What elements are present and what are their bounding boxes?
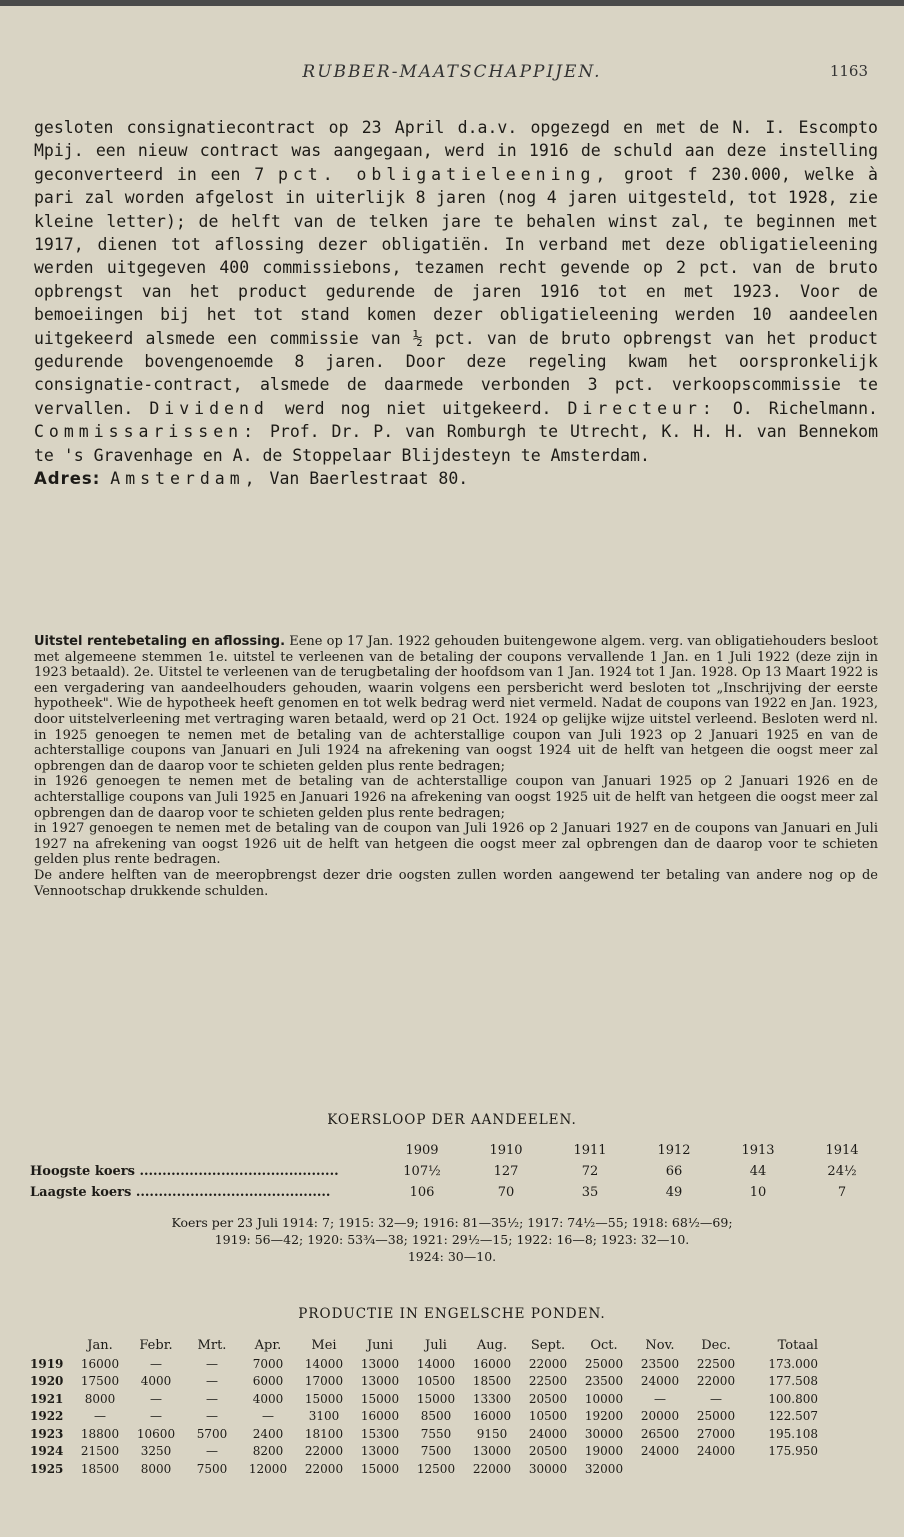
production-cell: 22000 xyxy=(528,1356,568,1371)
running-title: RUBBER-MAATSCHAPPIJEN. xyxy=(302,62,602,82)
note-paragraph: in 1926 genoegen te nemen met de betaling van de achterstallige coupon van Januari 1925 op 2 Januari 1926 en de achterstallige coupons van Juli 1925 en Januari 1926 na afrekening van oogst 1925 uit de helft van hetgeen die oogst meer zal opbrengen dan de daarop voor te schieten gelden plus rente bedragen; xyxy=(34,774,878,821)
koers-line: 1924: 30—10. xyxy=(407,1249,497,1264)
production-cell: 30000 xyxy=(584,1426,624,1441)
note-text: Eene op 17 Jan. 1922 gehouden buitengewone algem. verg. van obligatiehouders besloot met algemeene stemmen 1e. uitstel te verleenen van de betaling der coupons vervallende 1 Jan. en 1 Juli 1922 (deze zijn in 1923 betaald). 2e. Uitstel te verleenen van de terugbetaling der hoofdsom van 1 Jan. 1924 tot 1 Jan. 1928. Op 13 Maart 1922 is een vergadering van aandeelhouders gehouden, waarin volgens een persbericht werd besloten tot „Inschrijving der eerste hypotheek". Wie de hypotheek heeft genomen en tot welk bedrag werd niet vermeld. Nadat de coupons van 1922 en Jan. 1923, door uitstelverleening met vertraging waren betaald, werd op 21 Oct. 1924 op gelijke wijze uitstel verleend. Besloten werd nl. in 1925 genoegen te nemen met de betaling van de achterstallige coupon van Juli 1923 op 2 Januari 1925 en van de achterstallige coupons van Januari en Juli 1924 na afrekening van oogst 1924 uit de helft van hetgeen die oogst meer zal opbrengen dan de daarop voor te schieten gelden plus rente bedragen; xyxy=(34,634,879,774)
production-cell xyxy=(632,1460,688,1478)
value-cell: 66 xyxy=(665,1164,683,1179)
production-cell: 15000 xyxy=(360,1461,400,1476)
value-cell: 127 xyxy=(493,1164,519,1179)
production-cell: 100.800 xyxy=(768,1391,818,1406)
production-cell: 195.108 xyxy=(768,1426,818,1441)
value-cell: 106 xyxy=(409,1185,435,1200)
production-cell: 18500 xyxy=(472,1374,512,1389)
production-cell: 17500 xyxy=(80,1374,120,1389)
production-cell: 27000 xyxy=(696,1426,736,1441)
year-cell: 1924 xyxy=(30,1444,64,1459)
text-segment: Prof. Dr. P. van Romburgh te Utrecht, K. H. H. van Bennekom te 's Gravenhage en A. de Stoppelaar Blijdesteyn te Amsterdam. xyxy=(34,422,878,465)
note-label: Uitstel rentebetaling en aflossing. xyxy=(34,634,286,649)
production-cell: 13000 xyxy=(360,1374,400,1389)
production-cell: — xyxy=(206,1374,218,1389)
production-cell: 8500 xyxy=(420,1409,452,1424)
production-row xyxy=(30,1390,818,1408)
month-column-header: Aug. xyxy=(476,1338,508,1353)
production-row xyxy=(30,1425,818,1443)
year-cell: 1912 xyxy=(657,1143,691,1158)
koers-table xyxy=(30,1140,884,1203)
month-column-header: Juni xyxy=(366,1338,394,1353)
production-cell: 10500 xyxy=(416,1374,456,1389)
production-cell: 12500 xyxy=(416,1461,456,1476)
month-column-header: Juli xyxy=(425,1338,447,1353)
production-cell: 7500 xyxy=(420,1444,452,1459)
production-cell: — xyxy=(206,1356,218,1371)
production-cell: — xyxy=(150,1391,162,1406)
koers-line: 1919: 56—42; 1920: 53¾—38; 1921: 29½—15; 1922: 16—8; 1923: 32—10. xyxy=(214,1232,690,1247)
production-cell: — xyxy=(710,1391,722,1406)
production-body xyxy=(30,1355,818,1478)
year-cell: 1914 xyxy=(825,1143,859,1158)
koers-notes xyxy=(30,1214,874,1265)
production-cell: 10000 xyxy=(584,1391,624,1406)
row-label: Laagste koers ........................................... xyxy=(30,1185,331,1200)
value-cell: 70 xyxy=(497,1185,515,1200)
row-label: Hoogste koers ............................................ xyxy=(30,1164,339,1179)
month-column-header: Oct. xyxy=(590,1338,618,1353)
production-cell: 23500 xyxy=(640,1356,680,1371)
year-cell: 1910 xyxy=(489,1143,523,1158)
production-cell: 19200 xyxy=(584,1409,624,1424)
production-cell: 22000 xyxy=(304,1444,344,1459)
text-segment: gesloten consignatiecontract op 23 April d.a.v. opgezegd en met de N. I. Escompto Mpij. een nieuw contract was aangegaan, werd in 1916 de schuld aan deze instelling geconverteerd in een 7 xyxy=(34,118,878,184)
value-cell: 49 xyxy=(665,1185,683,1200)
production-row xyxy=(30,1460,818,1478)
production-cell: 24000 xyxy=(696,1444,736,1459)
empty-cell xyxy=(30,1140,380,1161)
production-cell: 15000 xyxy=(304,1391,344,1406)
production-cell: 8200 xyxy=(252,1444,284,1459)
production-cell: 19000 xyxy=(584,1444,624,1459)
year-cell: 1920 xyxy=(30,1374,64,1389)
production-cell xyxy=(688,1460,744,1478)
address-label: Adres: xyxy=(34,469,101,489)
production-cell: 22000 xyxy=(696,1374,736,1389)
note-paragraph xyxy=(34,634,878,774)
value-cell: 24½ xyxy=(827,1164,857,1179)
production-cell: 13000 xyxy=(360,1444,400,1459)
address-line xyxy=(34,467,878,490)
year-cell: 1923 xyxy=(30,1426,64,1441)
production-cell: — xyxy=(206,1391,218,1406)
production-cell: 15300 xyxy=(360,1426,400,1441)
production-cell: 16000 xyxy=(360,1409,400,1424)
production-header-row xyxy=(30,1336,818,1355)
production-cell: 18500 xyxy=(80,1461,120,1476)
production-cell: 5700 xyxy=(196,1426,228,1441)
description-paragraph xyxy=(34,116,878,467)
production-cell: 177.508 xyxy=(768,1374,818,1389)
spaced-term: Directeur: xyxy=(567,398,717,418)
production-cell: — xyxy=(150,1409,162,1424)
month-column-header: Febr. xyxy=(139,1338,173,1353)
month-column-header: Mei xyxy=(311,1338,337,1353)
production-cell: 24000 xyxy=(640,1444,680,1459)
year-cell: 1925 xyxy=(30,1461,64,1476)
production-cell: 22500 xyxy=(528,1374,568,1389)
production-cell: 18800 xyxy=(80,1426,120,1441)
koers-title: KOERSLOOP DER AANDEELEN. xyxy=(327,1112,577,1128)
address-city: Amsterdam, xyxy=(110,469,260,489)
year-cell: 1919 xyxy=(30,1356,64,1371)
production-cell: 20500 xyxy=(528,1391,568,1406)
koers-low-row xyxy=(30,1182,884,1203)
production-cell: 9150 xyxy=(476,1426,508,1441)
koers-high-row xyxy=(30,1161,884,1182)
value-cell: 44 xyxy=(749,1164,767,1179)
production-cell: 17000 xyxy=(304,1374,344,1389)
production-cell: 22000 xyxy=(304,1461,344,1476)
production-cell: 7550 xyxy=(420,1426,452,1441)
production-cell: 14000 xyxy=(304,1356,344,1371)
page-header xyxy=(0,62,904,86)
production-cell: — xyxy=(654,1391,666,1406)
production-cell: — xyxy=(150,1356,162,1371)
production-cell: 24000 xyxy=(528,1426,568,1441)
production-cell: 3250 xyxy=(140,1444,172,1459)
production-cell: 23500 xyxy=(584,1374,624,1389)
production-cell: 8000 xyxy=(140,1461,172,1476)
production-cell: 8000 xyxy=(84,1391,116,1406)
production-cell: 18100 xyxy=(304,1426,344,1441)
production-cell: 32000 xyxy=(584,1461,624,1476)
production-cell: 13000 xyxy=(360,1356,400,1371)
month-column-header: Apr. xyxy=(254,1338,282,1353)
production-cell: 16000 xyxy=(472,1356,512,1371)
production-row xyxy=(30,1443,818,1461)
production-cell: 16000 xyxy=(472,1409,512,1424)
production-cell: 122.507 xyxy=(768,1409,818,1424)
year-column-header xyxy=(30,1336,72,1355)
koers-year-row xyxy=(30,1140,884,1161)
production-cell: 12000 xyxy=(248,1461,288,1476)
year-cell: 1921 xyxy=(30,1391,64,1406)
value-cell: 7 xyxy=(837,1185,847,1200)
production-cell: 175.950 xyxy=(768,1444,818,1459)
spaced-term: pct. obligatieleening, xyxy=(277,164,611,184)
page-number: 1163 xyxy=(829,62,868,80)
production-cell: 7500 xyxy=(196,1461,228,1476)
text-segment: werd nog niet uitgekeerd. xyxy=(268,398,568,418)
month-column-header: Totaal xyxy=(777,1338,818,1353)
production-cell: 10500 xyxy=(528,1409,568,1424)
production-cell: 13300 xyxy=(472,1391,512,1406)
note-paragraph: De andere helften van de meeropbrengst dezer drie oogsten zullen worden aangewend ter betaling van andere nog op de Vennootschap drukkende schulden. xyxy=(34,867,878,899)
production-cell: — xyxy=(206,1409,218,1424)
month-column-header: Dec. xyxy=(701,1338,731,1353)
production-cell: 173.000 xyxy=(768,1356,818,1371)
production-cell: 3100 xyxy=(308,1409,340,1424)
address-street: Van Baerlestraat 80. xyxy=(259,469,469,489)
production-cell: — xyxy=(94,1409,106,1424)
production-cell: — xyxy=(262,1409,274,1424)
production-cell xyxy=(744,1460,818,1478)
year-cell: 1911 xyxy=(573,1143,607,1158)
month-column-header: Jan. xyxy=(87,1338,113,1353)
company-description xyxy=(34,116,878,491)
production-cell: 24000 xyxy=(640,1374,680,1389)
production-cell: 7000 xyxy=(252,1356,284,1371)
value-cell: 107½ xyxy=(403,1164,441,1179)
production-cell: 16000 xyxy=(80,1356,120,1371)
year-cell: 1922 xyxy=(30,1409,64,1424)
production-cell: 25000 xyxy=(696,1409,736,1424)
production-cell: 15000 xyxy=(416,1391,456,1406)
top-edge xyxy=(0,0,904,6)
text-segment: O. Richelmann. xyxy=(716,398,878,418)
production-cell: 15000 xyxy=(360,1391,400,1406)
production-row xyxy=(30,1373,818,1391)
production-cell: 26500 xyxy=(640,1426,680,1441)
text-segment: groot f 230.000, welke à pari zal worden afgelost in uiterlijk 8 jaren (nog 4 jaren uitgesteld, tot 1928, zie kleine letter); de helft van de telken jare te behalen winst zal, te beginnen met 1917, dienen tot aflossing dezer obligatiën. In verband met deze obligatieleening werden uitgegeven 400 commissiebons, tezamen recht gevende op 2 pct. van de bruto opbrengst van het product gedurende de jaren 1916 tot en met 1923. Voor de bemoeiingen bij het tot stand komen dezer obligatieleening werden 10 aandeelen uitgekeerd alsmede een commissie van ½ pct. van de bruto opbrengst van het product gedurende bovengenoemde 8 jaren. Door deze regeling kwam het oorspronkelijk consignatie-contract, alsmede de daarmede verbonden 3 pct. verkoopscommissie te vervallen. xyxy=(34,164,878,418)
month-column-header: Mrt. xyxy=(197,1338,227,1353)
production-cell: 22500 xyxy=(696,1356,736,1371)
value-cell: 72 xyxy=(581,1164,599,1179)
production-cell: 10600 xyxy=(136,1426,176,1441)
production-cell: 20500 xyxy=(528,1444,568,1459)
spaced-term: Commissarissen: xyxy=(34,422,259,442)
year-cell: 1913 xyxy=(741,1143,775,1158)
month-column-header: Sept. xyxy=(530,1338,566,1353)
koers-line: Koers per 23 Juli 1914: 7; 1915: 32—9; 1916: 81—35½; 1917: 74½—55; 1918: 68½—69; xyxy=(171,1215,733,1230)
production-cell: 13000 xyxy=(472,1444,512,1459)
production-cell: — xyxy=(206,1444,218,1459)
production-cell: 20000 xyxy=(640,1409,680,1424)
spaced-term: Dividend xyxy=(149,398,269,418)
production-row xyxy=(30,1355,818,1373)
production-cell: 6000 xyxy=(252,1374,284,1389)
value-cell: 35 xyxy=(581,1185,599,1200)
production-cell: 4000 xyxy=(252,1391,284,1406)
year-cell: 1909 xyxy=(405,1143,439,1158)
production-cell: 30000 xyxy=(528,1461,568,1476)
production-cell: 21500 xyxy=(80,1444,120,1459)
production-cell: 2400 xyxy=(252,1426,284,1441)
value-cell: 10 xyxy=(749,1185,767,1200)
production-cell: 25000 xyxy=(584,1356,624,1371)
small-print-notes xyxy=(34,634,878,899)
production-cell: 14000 xyxy=(416,1356,456,1371)
month-column-header: Nov. xyxy=(645,1338,675,1353)
production-cell: 4000 xyxy=(140,1374,172,1389)
note-paragraph: in 1927 genoegen te nemen met de betaling van de coupon van Juli 1926 op 2 Januari 1927 en de coupons van Januari en Juli 1927 na afrekening van oogst 1926 uit de helft van hetgeen die oogst meer zal opbrengen dan de daarop voor te schieten gelden plus rente bedragen. xyxy=(34,821,878,868)
production-table xyxy=(30,1336,818,1478)
production-title: PRODUCTIE IN ENGELSCHE PONDEN. xyxy=(298,1306,606,1322)
production-cell: 22000 xyxy=(472,1461,512,1476)
production-row xyxy=(30,1408,818,1426)
